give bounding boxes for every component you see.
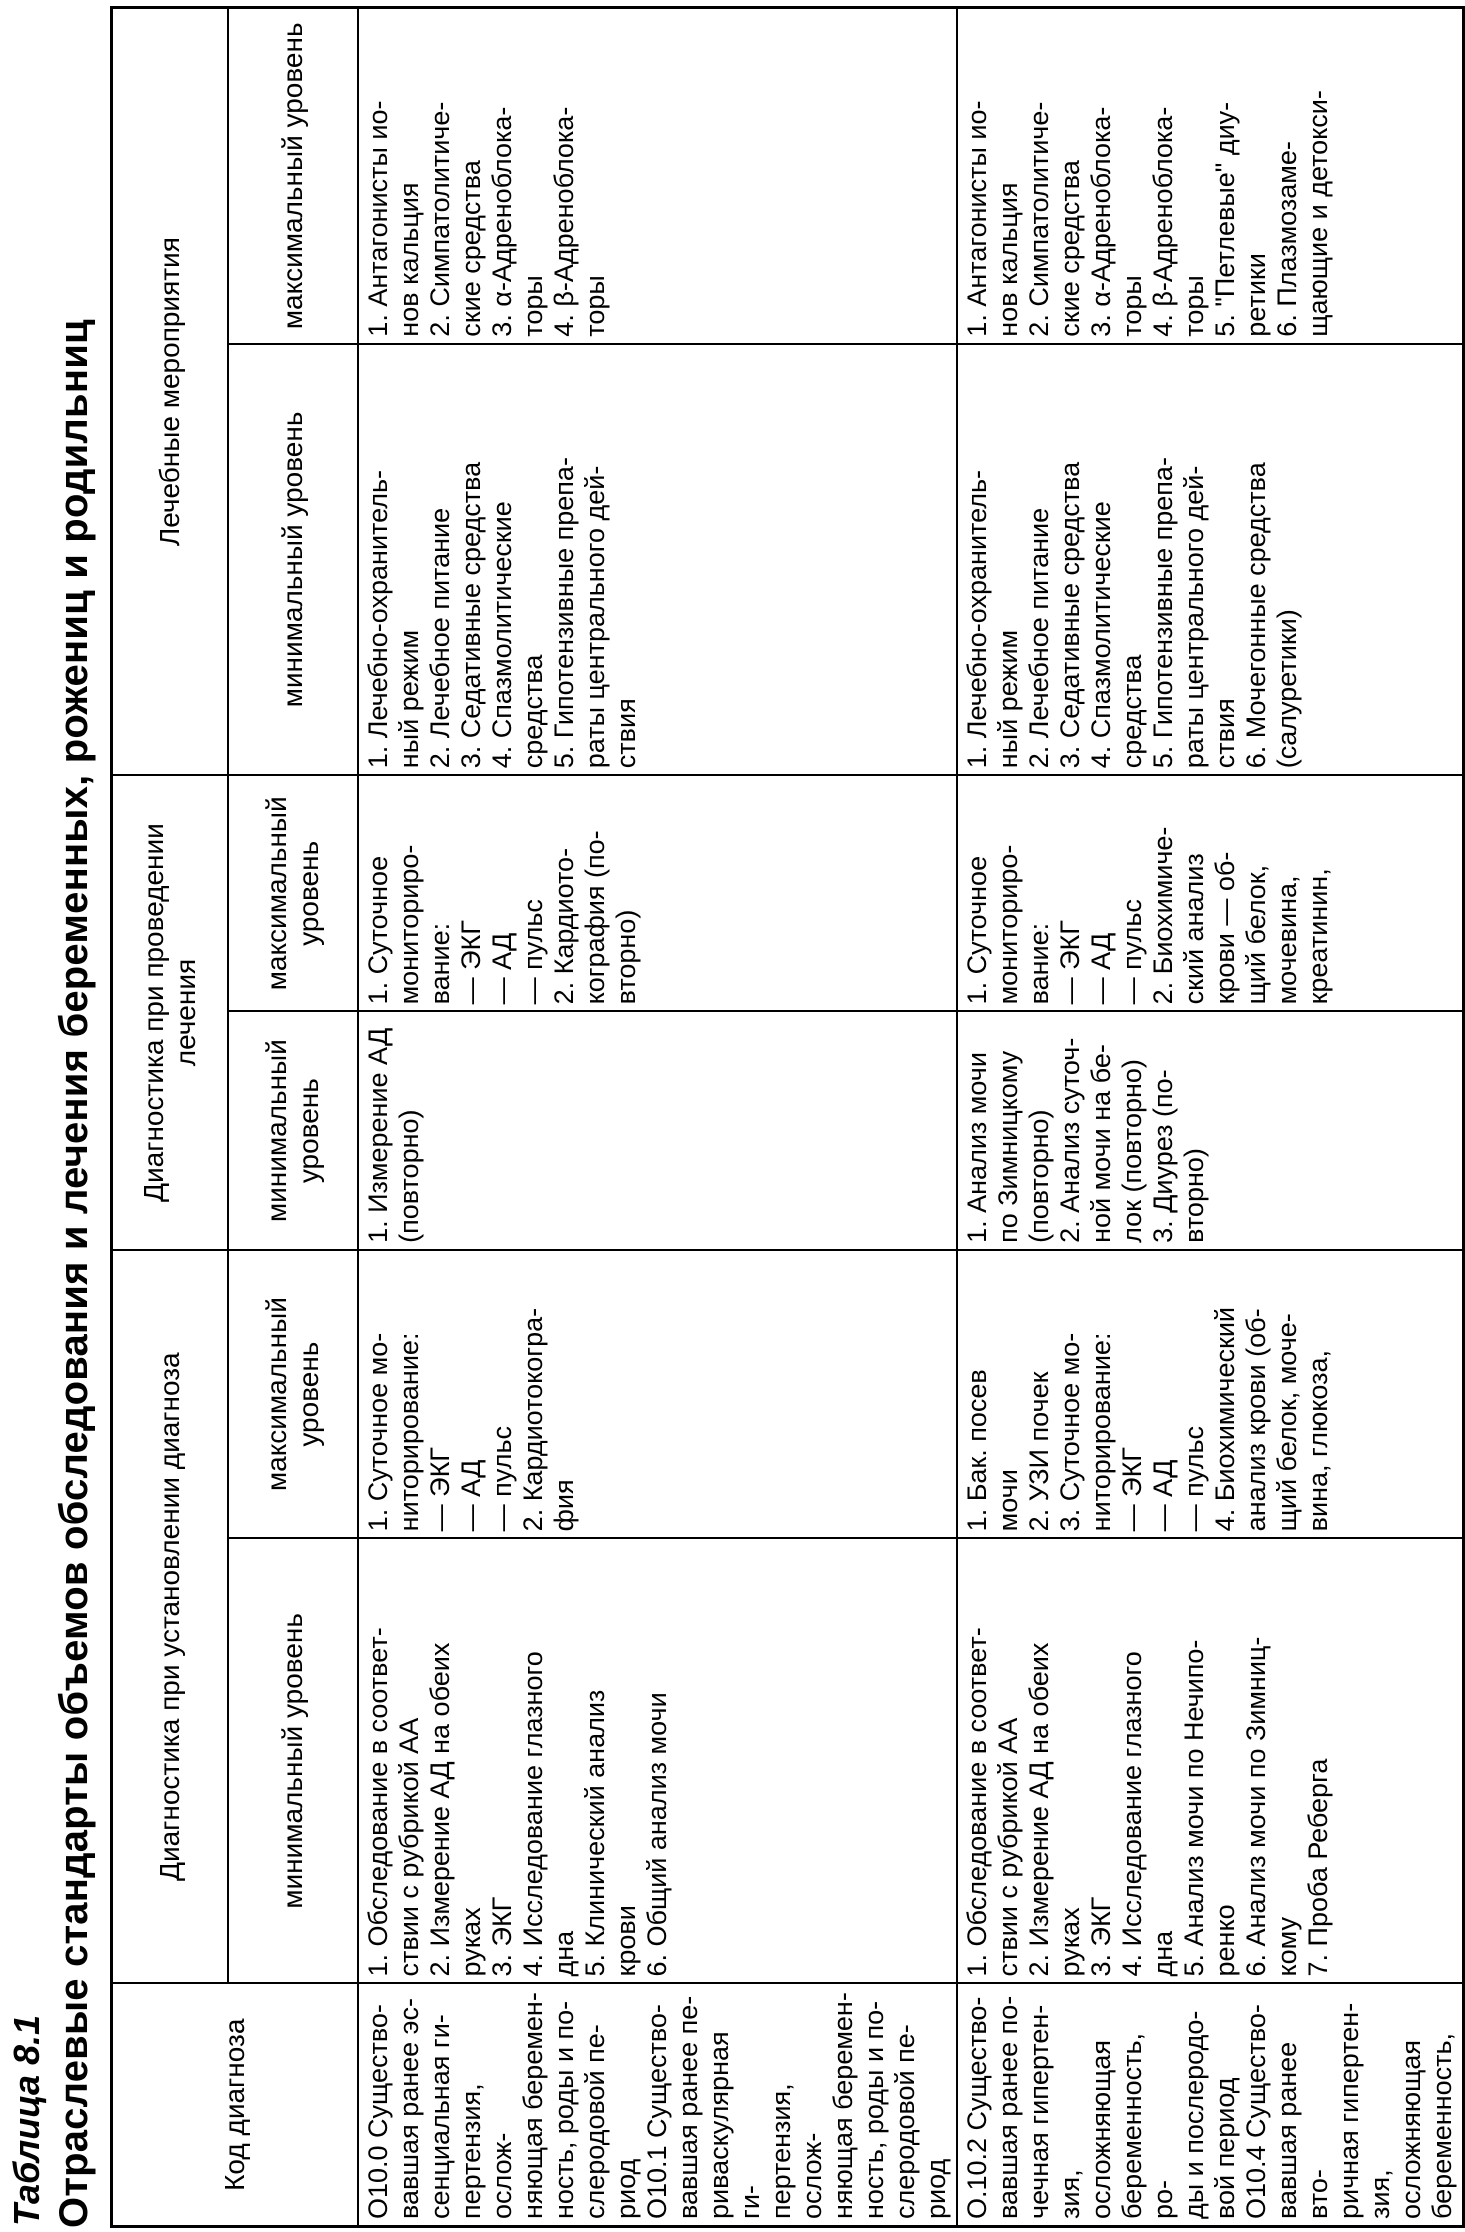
- cell-diag-setup-min: 1. Обследование в соответ- ствии с рубрикой АА 2. Измерение АД на обеих руках 3. ЭКГ 4. Исследование глазного дна 5. Клинический анализ крови 6. Общий анализ мочи: [358, 1538, 957, 1983]
- cell-treat-max: 1. Антагонисты ио- нов кальция 2. Симпатолитиче- ские средства 3. α-Адреноблока- торы 4. β-Адреноблока- торы 5. "Петлевые" диу- ретики 6. Плазмозаме- щающие и детокси-: [957, 8, 1464, 344]
- table-row: [957, 8, 1464, 2227]
- cell-diag-setup-max: 1. Суточное мо- ниторирование: — ЭКГ — АД — пульс 2. Кардиотокогра- фия: [358, 1250, 957, 1538]
- cell-code: О10.0 Существо- вавшая ранее эс- сенциальная ги- пертензия, ослож- няющая беремен- ность, роды и по- слеродовой пе- риод О10.1 Существо- вавшая ранее пе- риваскулярная ги- пертензия, ослож- няющая беремен- ность, роды и по- слеродовой пе- риод: [358, 1983, 957, 2226]
- header-diag-treatment: Диагностика при проведении лечения: [112, 775, 228, 1250]
- header-treatment: Лечебные мероприятия: [112, 8, 228, 776]
- header-diag-treat-max: максимальный уровень: [228, 775, 358, 1011]
- header-diag-setup-min: минимальный уровень: [228, 1538, 358, 1983]
- cell-treat-min: 1. Лечебно-охранитель- ный режим 2. Лечебное питание 3. Седативные средства 4. Спазмолитические средства 5. Гипотензивные препа- раты центрального дей- ствия 6. Мочегонные средства (салуретики): [957, 344, 1464, 776]
- header-diag-treat-min: минимальный уровень: [228, 1011, 358, 1249]
- header-treat-min: минимальный уровень: [228, 344, 358, 776]
- standards-table: [110, 6, 1465, 2228]
- cell-treat-max: 1. Антагонисты ио- нов кальция 2. Симпатолитиче- ские средства 3. α-Адреноблока- торы 4. β-Адреноблока- торы: [358, 8, 957, 344]
- header-diag-setup-max: максимальный уровень: [228, 1250, 358, 1538]
- header-code: Код диагноза: [112, 1983, 358, 2226]
- cell-code: О.10.2 Существо- вавшая ранее по- чечная гипертен- зия, осложняющая беременность, ро- ды и послеродо- вой период О10.4 Существо- вавшая ранее вто- ричная гипертен- зия, осложняющая беременность,: [957, 1983, 1464, 2226]
- cell-diag-setup-max: 1. Бак. посев мочи 2. УЗИ почек 3. Суточное мо- ниторирование: — ЭКГ — АД — пульс 4. Биохимический анализ крови (об- щий белок, моче- вина, глюкоза,: [957, 1250, 1464, 1538]
- cell-diag-treat-max: 1. Суточное мониториро- вание: — ЭКГ — АД — пульс 2. Биохимиче- ский анализ крови — об- щий белок, мочевина, креатинин,: [957, 775, 1464, 1011]
- page-title: Отраслевые стандарты объемов обследования и лечения беременных, рожениц и родильниц: [52, 319, 96, 2228]
- header-treat-max: максимальный уровень: [228, 8, 358, 344]
- cell-diag-treat-min: 1. Измерение АД (повторно): [358, 1011, 957, 1249]
- cell-diag-treat-min: 1. Анализ мочи по Зимницкому (повторно) 2. Анализ суточ- ной мочи на бе- лок (повторно) 3. Диурез (по- вторно): [957, 1011, 1464, 1249]
- cell-diag-setup-min: 1. Обследование в соответ- ствии с рубрикой АА 2. Измерение АД на обеих руках 3. ЭКГ 4. Исследование глазного дна 5. Анализ мочи по Нечипо- ренко 6. Анализ мочи по Зимниц- кому 7. Проба Реберга: [957, 1538, 1464, 1983]
- cell-diag-treat-max: 1. Суточное мониториро- вание: — ЭКГ — АД — пульс 2. Кардиото- кография (по- вторно): [358, 775, 957, 1011]
- cell-treat-min: 1. Лечебно-охранитель- ный режим 2. Лечебное питание 3. Седативные средства 4. Спазмолитические средства 5. Гипотензивные препа- раты центрального дей- ствия: [358, 344, 957, 776]
- table-caption: Таблица 8.1: [6, 2014, 47, 2226]
- header-diag-setup: Диагностика при установлении диагноза: [112, 1250, 228, 1984]
- table-row: [358, 8, 957, 2227]
